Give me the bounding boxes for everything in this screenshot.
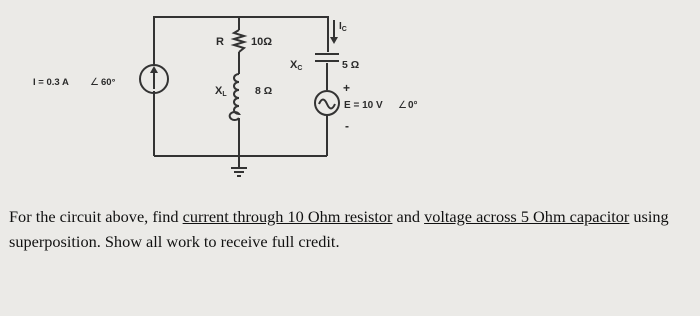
resistor-value-label: 10Ω — [251, 36, 273, 48]
question-underlined-capacitor: voltage across 5 Ohm capacitor — [424, 207, 630, 226]
resistor-symbol-label: R — [216, 36, 224, 48]
question-part-3: and — [392, 207, 425, 226]
angle-symbol-left: ∠ — [90, 77, 99, 88]
resistor-symbol — [234, 30, 244, 52]
capacitor-current-label: $I_C$ — [339, 21, 347, 33]
capacitor-symbol — [315, 54, 339, 61]
capacitor-value-label: 5 Ω — [342, 59, 360, 71]
plus-sign: + — [343, 81, 351, 95]
inductor-value-label: 8 Ω — [255, 85, 273, 97]
current-source-label: I = 0.3 A — [33, 77, 69, 88]
capacitor-symbol-label: XC — [290, 59, 303, 72]
capacitor-current-arrow-icon — [330, 20, 338, 44]
inductor-symbol-label: XL — [215, 85, 227, 98]
question-part-5: using superposition. Show all work to receive full credit. — [9, 207, 669, 251]
current-source — [140, 65, 168, 93]
voltage-source-angle: 0° — [408, 100, 418, 111]
wires — [154, 17, 328, 168]
angle-symbol-right: ∠ — [398, 100, 407, 111]
voltage-source — [315, 91, 339, 115]
current-source-angle: 60° — [101, 77, 116, 88]
question-part-1: For the circuit above, find — [9, 207, 183, 226]
inductor-symbol — [230, 74, 239, 120]
minus-sign: - — [345, 119, 349, 133]
question-text — [9, 204, 699, 254]
ground-symbol — [231, 168, 247, 176]
question-underlined-resistor: current through 10 Ohm resistor — [182, 207, 393, 226]
voltage-source-label: E = 10 V — [344, 100, 383, 111]
